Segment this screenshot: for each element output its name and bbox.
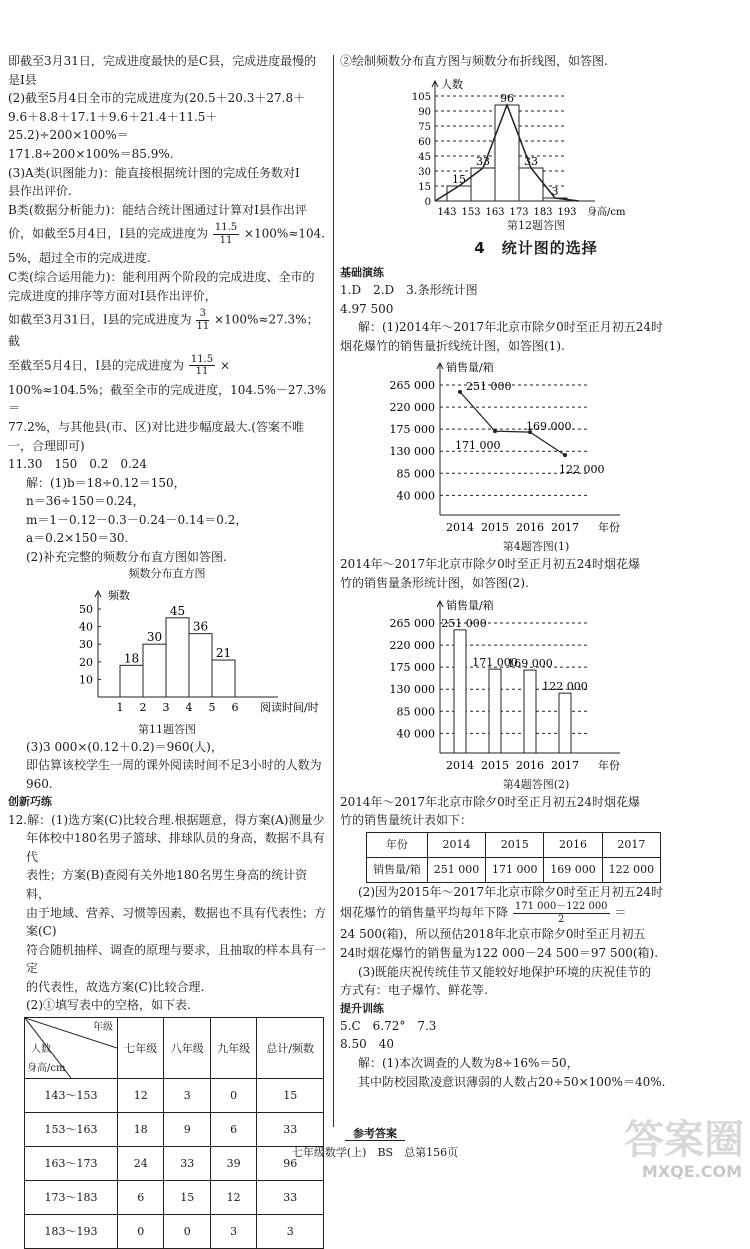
y-tick-label: 75 [418, 121, 431, 133]
x-axis-label: 身高/cm [587, 206, 626, 218]
data-label: 169 000 [507, 656, 553, 670]
histogram-bar [189, 633, 212, 696]
y-tick-label: 30 [79, 637, 93, 651]
x-tick-label: 6 [231, 700, 239, 714]
x-axis-label: 年份 [598, 521, 620, 535]
fraction-denominator: 11 [219, 234, 233, 246]
figure-caption: 第4题答图(1) [502, 540, 570, 554]
text-segment: ×100%≈104. [243, 226, 326, 241]
y-axis-label: 销售量/箱 [446, 598, 494, 612]
corner-height: 身高/cm [27, 1062, 66, 1074]
corner-count: 人数 [31, 1044, 51, 1056]
y-tick-label: 265 000 [389, 379, 435, 393]
x-tick-label: 2017 [551, 521, 579, 535]
y-tick-label: 15 [418, 181, 431, 193]
x-tick-label: 2016 [516, 758, 544, 772]
y-tick-label: 130 000 [389, 445, 435, 459]
text-line: B类(数据分析能力)：能结合统计图通过计算对I县作出评 [8, 202, 307, 217]
data-label: 171 000 [472, 655, 518, 669]
bar-chart-svg [340, 593, 732, 778]
text-line: C类(综合运用能力)：能利用两个阶段的完成进度、全市的 [8, 269, 315, 284]
table-cell: 0 [118, 1215, 164, 1249]
bar-value-label: 18 [123, 650, 140, 665]
histogram-svg [8, 585, 326, 725]
sales-line-chart [340, 355, 732, 540]
x-tick-label: 4 [185, 700, 193, 714]
text-line-with-fraction [8, 354, 326, 378]
text-segment: 如截至3月31日，I县的完成进度为 [8, 312, 192, 327]
x-axis-label: 年份 [598, 758, 620, 772]
data-label: 169 000 [526, 420, 572, 434]
solution-line: 即估算该校学生一周的课外阅读时间不足3小时的人数为 [26, 758, 322, 773]
table-cell: 12 [118, 1079, 164, 1113]
text-line: 县作出评价. [8, 184, 72, 199]
solution-line: 12.解：(1)选方案(C)比较合理.根据题意，得方案(A)测量少 [8, 812, 325, 827]
table-row [25, 1181, 324, 1215]
section-label: 基础演练 [340, 265, 384, 279]
solution-line: 解：(1)b＝18÷0.12＝150， [26, 475, 186, 490]
solution-line: 解：(1)2014年～2017年北京市除夕0时至正月初五24时 [358, 320, 663, 335]
table-cell: 39 [210, 1147, 256, 1181]
bar-value-label: 33 [524, 154, 538, 168]
y-tick-label: 175 000 [389, 423, 435, 437]
table-cell: 年份 [367, 832, 428, 857]
histogram-bar [495, 105, 519, 201]
table-cell: 122 000 [602, 857, 660, 882]
table-row [25, 1215, 324, 1249]
text-line: 完成进度的排序等方面对I县作出评价， [8, 288, 217, 303]
solution-line: (2)补充完整的频数分布直方图如答图. [26, 550, 227, 565]
table-cell: 163～173 [25, 1147, 118, 1181]
data-point [458, 390, 462, 394]
table-cell: 0 [164, 1215, 210, 1249]
solution-line: 的代表性，故选方案(C)比较合理. [26, 979, 205, 994]
fraction-denominator: 11 [195, 366, 209, 378]
table-cell: 33 [257, 1113, 324, 1147]
solution-line: (3)3 000×(0.12＋0.2)＝960(人)， [26, 739, 223, 754]
table-cell: 0 [210, 1079, 256, 1113]
section-label: 创新巧练 [8, 795, 52, 809]
x-tick-label: 2016 [516, 521, 544, 535]
table-cell: 169 000 [544, 857, 602, 882]
table-cell: 销售量/箱 [367, 857, 428, 882]
solution-line: a＝0.2×150＝30. [26, 531, 129, 546]
data-label: 251 000 [441, 616, 487, 630]
fraction [513, 901, 610, 925]
table-header-cell: 九年级 [210, 1018, 256, 1079]
x-tick-label: 2015 [481, 521, 509, 535]
y-tick-label: 60 [418, 136, 431, 148]
bar-value-label: 21 [215, 645, 232, 660]
answer-line: 11.30 150 0.2 0.24 [8, 457, 148, 472]
footer-top: 参考答案 [353, 1127, 397, 1140]
table-cell: 24 [118, 1147, 164, 1181]
y-tick-label: 105 [411, 91, 431, 103]
answer-line: 5.C 6.72° 7.3 [340, 1018, 437, 1033]
section-label: 提升训练 [340, 1001, 384, 1015]
y-tick-label: 0 [424, 196, 431, 208]
text-segment: 至截至5月4日，I县的完成进度为 [8, 358, 185, 373]
bar-value-label: 33 [476, 154, 490, 168]
histogram-bar [447, 186, 471, 201]
text-line: ②绘制频数分布直方图与频数分布折线图，如答图. [340, 54, 608, 68]
table-row [367, 857, 661, 882]
y-tick-label: 40 000 [396, 726, 435, 740]
text-line: 171.8÷200×100%＝85.9%. [8, 146, 174, 161]
y-tick-label: 40 [79, 620, 93, 634]
table-cell: 171 000 [486, 857, 544, 882]
watermark-url: MXQE.COM [641, 1162, 742, 1181]
histogram-bar [120, 665, 143, 697]
text-segment: ×100%≈27.3%；截 [8, 312, 319, 349]
x-tick-label: 2017 [551, 758, 579, 772]
text-line: 77.2%，与其他县(市、区)对比进步幅度最大.(答案不唯 [8, 419, 304, 434]
bar-value-label: 15 [452, 172, 466, 186]
table-header-row [25, 1018, 324, 1079]
y-axis-label: 频数 [108, 588, 130, 602]
text-line: (2)截至5月4日全市的完成进度为(20.5＋20.3＋27.8＋ [8, 91, 306, 106]
histogram-bar [143, 644, 166, 697]
text-line: 一，合理即可) [8, 438, 85, 453]
x-tick-label: 2014 [446, 758, 474, 772]
x-tick-label: 2014 [446, 521, 474, 535]
solution-line: 960. [26, 776, 53, 791]
sales-bar [524, 670, 536, 753]
y-tick-label: 30 [418, 166, 431, 178]
solution-line: n＝36÷150＝0.24， [26, 494, 145, 509]
y-tick-label: 220 000 [389, 401, 435, 415]
text-line: (3)A类(识图能力)：能直接根据统计图的完成任务数对I [8, 165, 300, 180]
y-tick-label: 20 [79, 655, 93, 669]
left-column [8, 52, 326, 1249]
text-line: 竹的销售量条形统计图，如答图(2). [340, 575, 529, 590]
table-cell: 6 [118, 1181, 164, 1215]
solution-line: (3)既能庆祝传统佳节又能较好地保护环境的庆祝佳节的 [358, 964, 652, 979]
footer-bottom: 七年级数学(上) BS 总第156页 [291, 1146, 459, 1160]
figure-caption: 第12题答图 [507, 218, 565, 232]
x-tick-label: 173 [509, 206, 529, 218]
table-cell: 2016 [544, 832, 602, 857]
y-tick-label: 90 [418, 106, 431, 118]
fraction [213, 222, 239, 246]
sales-bar [454, 629, 466, 752]
text-segment: × [219, 358, 230, 373]
text-segment: ＝ [614, 905, 627, 920]
solution-line: 解：(1)本次调查的人数为8÷16%＝50， [358, 1055, 579, 1070]
figure-caption: 第4题答图(2) [502, 777, 570, 791]
table-cell: 2017 [602, 832, 660, 857]
text-line-with-fraction [8, 308, 326, 351]
text-line: 方式有：电子爆竹、鲜花等. [340, 983, 488, 998]
fraction [196, 308, 209, 332]
text-line: 100%≈104.5%；截至全市的完成进度，104.5%－27.3%＝ [8, 382, 326, 416]
table-header-cell: 总计/频数 [257, 1018, 324, 1079]
x-tick-label: 3 [162, 700, 170, 714]
fraction-numerator: 11.5 [190, 353, 214, 365]
text-segment: 价，如截至5月4日，I县的完成进度为 [8, 226, 209, 241]
x-tick-label: 2 [139, 700, 147, 714]
y-tick-label: 220 000 [389, 638, 435, 652]
bar-value-label: 45 [169, 603, 186, 618]
table-cell: 3 [210, 1215, 256, 1249]
data-point [493, 429, 497, 433]
y-tick-label: 10 [79, 673, 93, 687]
text-segment: 烟花爆竹的销售量平均每年下降 [340, 905, 509, 920]
table-header-cell: 七年级 [118, 1018, 164, 1079]
footer-rule [345, 1140, 405, 1141]
solution-line: m＝1－0.12－0.3－0.24－0.14＝0.2， [26, 512, 248, 527]
table-cell: 15 [164, 1181, 210, 1215]
y-tick-label: 85 000 [396, 467, 435, 481]
solution-line: (2)①填写表中的空格，如下表. [26, 998, 191, 1013]
corner-grade: 年级 [93, 1022, 113, 1034]
solution-line: 其中防校园欺凌意识薄弱的人数占20÷50×100%＝40%. [358, 1074, 666, 1089]
column-divider [333, 55, 334, 1127]
table-cell: 33 [257, 1181, 324, 1215]
table-cell: 3 [164, 1079, 210, 1113]
fraction-numerator: 3 [196, 308, 209, 321]
y-tick-label: 85 000 [396, 704, 435, 718]
bar-value-label: 96 [500, 91, 514, 105]
table-cell: 33 [164, 1147, 210, 1181]
y-tick-label: 40 000 [396, 489, 435, 503]
table-cell: 9 [164, 1113, 210, 1147]
figure-caption: 第11题答图 [138, 722, 196, 736]
y-tick-label: 45 [418, 151, 431, 163]
table-cell: 15 [257, 1079, 324, 1113]
fraction [189, 354, 215, 378]
histogram-svg [340, 71, 732, 221]
table-cell: 251 000 [427, 857, 485, 882]
solution-line: 由于地域、营养、习惯等因素，数据也不具有代表性；方案(C) [26, 905, 327, 939]
text-line: 24 500(箱)，所以预估2018年北京市除夕0时至正月初五 [340, 927, 646, 942]
section-title: 4 统计图的选择 [474, 238, 598, 257]
text-line: 是I县 [8, 72, 37, 87]
sales-bar-chart [340, 593, 732, 778]
text-line: 9.6＋8.8＋17.1＋9.6＋21.4＋11.5＋25.2)÷200×100%＝ [8, 109, 218, 143]
answer-line: 8.50 40 [340, 1037, 394, 1052]
table-cell: 183～193 [25, 1215, 118, 1249]
x-tick-label: 163 [485, 206, 505, 218]
histogram-bar [166, 617, 189, 696]
text-line-with-fraction [340, 901, 732, 925]
y-tick-label: 130 000 [389, 682, 435, 696]
solution-line: 年体校中180名男子篮球、排球队员的身高，数据不具有代 [26, 831, 325, 864]
y-tick-label: 175 000 [389, 660, 435, 674]
fraction-numerator: 11.5 [214, 222, 238, 234]
text-line-with-fraction [8, 222, 326, 246]
fraction-denominator: 11 [196, 320, 210, 332]
bar-value-label: 36 [192, 619, 209, 634]
sales-table [366, 832, 661, 883]
solution-line: 符合随机抽样、调查的原理与要求，且抽取的样本具有一定 [26, 942, 327, 976]
histogram-bar [212, 660, 235, 697]
text-line: 5%，超过全市的完成进度. [8, 251, 151, 266]
histogram-title: 频数分布直方图 [128, 566, 206, 580]
x-tick-label: 1 [116, 700, 124, 714]
y-tick-label: 265 000 [389, 616, 435, 630]
x-axis-label: 阅读时间/时 [260, 700, 319, 714]
table-cell: 2014 [427, 832, 485, 857]
histogram-bar [471, 168, 495, 201]
answer-line: 1.D 2.D 3.条形统计图 [340, 282, 478, 297]
sales-bar [489, 669, 501, 753]
table-row [367, 832, 661, 857]
data-point [563, 453, 567, 457]
right-column [340, 52, 732, 1091]
data-label: 251 000 [466, 380, 512, 394]
table-row [25, 1079, 324, 1113]
x-tick-label: 183 [533, 206, 553, 218]
answer-line: 4.97 500 [340, 301, 394, 316]
solution-line: 表性；方案(B)查阅有关外地180名男生身高的统计资料， [26, 868, 308, 901]
y-axis-label: 销售量/箱 [446, 361, 494, 375]
sales-bar [559, 693, 571, 753]
table-cell: 173～183 [25, 1181, 118, 1215]
reading-time-histogram [8, 567, 326, 727]
text-line: 2014年～2017年北京市除夕0时至正月初五24时烟花爆 [340, 794, 640, 809]
bar-value-label: 30 [146, 629, 163, 644]
text-line: 即截至3月31日，完成进度最快的是C县，完成进度最慢的 [8, 54, 317, 68]
table-cell: 153～163 [25, 1113, 118, 1147]
x-tick-label: 153 [461, 206, 481, 218]
fraction-denominator: 2 [558, 913, 565, 925]
text-line: 24时烟花爆竹的销售量为122 000－24 500＝97 500(箱). [340, 945, 659, 960]
solution-line: 烟花爆竹的销售量折线统计图，如答图(1). [340, 338, 565, 353]
y-axis-label: 人数 [441, 77, 463, 91]
table-cell: 18 [118, 1113, 164, 1147]
x-tick-label: 2015 [481, 758, 509, 772]
data-label: 122 000 [559, 463, 605, 477]
x-tick-label: 143 [437, 206, 457, 218]
data-label: 171 000 [455, 439, 501, 453]
data-label: 122 000 [542, 679, 588, 693]
table-cell: 12 [210, 1181, 256, 1215]
table-corner-cell [25, 1018, 118, 1079]
x-tick-label: 5 [208, 700, 216, 714]
table-cell: 2015 [486, 832, 544, 857]
line-chart-svg [340, 355, 732, 540]
text-line: 2014年～2017年北京市除夕0时至正月初五24时烟花爆 [340, 557, 640, 572]
height-histogram [340, 71, 732, 221]
table-header-cell: 八年级 [164, 1018, 210, 1079]
watermark-logo: 答案圈 [624, 1117, 744, 1163]
solution-line: (2)因为2015年～2017年北京市除夕0时至正月初五24时 [358, 884, 663, 899]
bar-value-label: 3 [551, 184, 559, 198]
table-cell: 3 [257, 1215, 324, 1249]
table-cell: 6 [210, 1113, 256, 1147]
histogram-bar [519, 168, 543, 201]
table-cell: 143～153 [25, 1079, 118, 1113]
table-cell: 96 [257, 1147, 324, 1181]
text-line: 竹的销售量统计表如下： [340, 813, 473, 828]
y-tick-label: 50 [79, 602, 93, 616]
fraction-numerator: 171 000－122 000 [514, 901, 608, 913]
x-tick-label: 193 [557, 206, 577, 218]
